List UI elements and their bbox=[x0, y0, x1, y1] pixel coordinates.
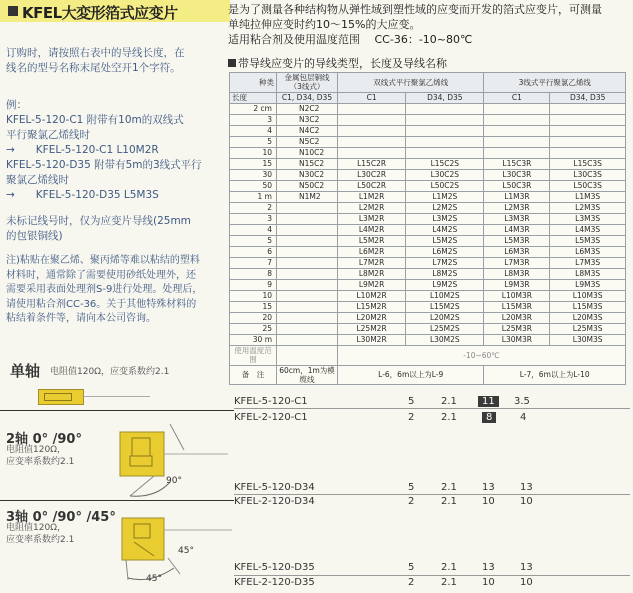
length-cell: 2 cm bbox=[230, 103, 277, 114]
product-value: 2.1 bbox=[441, 577, 457, 588]
angle-label: 45° bbox=[178, 546, 194, 556]
table-row bbox=[230, 158, 626, 169]
wire-name-cell: L1M2S bbox=[406, 191, 484, 202]
caution-line: 请使用粘合剂CC-36。关于其他特殊材料的 bbox=[6, 298, 197, 310]
product-row bbox=[234, 577, 630, 589]
wire-name-cell bbox=[277, 202, 338, 213]
head-c1: C1 bbox=[338, 92, 406, 103]
table-row bbox=[230, 147, 626, 158]
wire-name-cell: N10C2 bbox=[277, 147, 338, 158]
wire-name-cell: L15M2S bbox=[406, 301, 484, 312]
intro-line: 是为了测量各种结构物从弹性域到塑性域的应变而开发的箔式应变片，可测量 bbox=[228, 3, 602, 16]
wire-name-cell: L9M3R bbox=[484, 279, 550, 290]
example-line: KFEL-5-120-D35 附带有5m的3线式平行 bbox=[6, 159, 202, 171]
wire-name-cell: N2C2 bbox=[277, 103, 338, 114]
caution-line: 需要采用表面处理剂S-9进行处理。处理后， bbox=[6, 284, 203, 295]
angle-label: 45° bbox=[146, 574, 162, 584]
separator bbox=[234, 494, 630, 495]
length-cell: 9 bbox=[230, 279, 277, 290]
length-cell: 5 bbox=[230, 136, 277, 147]
wire-name-cell: L25M3R bbox=[484, 323, 550, 334]
length-cell: 20 bbox=[230, 312, 277, 323]
table-row bbox=[230, 279, 626, 290]
wire-name-cell bbox=[277, 246, 338, 257]
section-desc bbox=[6, 444, 74, 468]
wire-name-cell bbox=[338, 125, 406, 136]
examples-label: 例： bbox=[6, 99, 27, 111]
table-row bbox=[230, 257, 626, 268]
table-row bbox=[230, 235, 626, 246]
length-cell: 25 bbox=[230, 323, 277, 334]
length-cell: 30 bbox=[230, 169, 277, 180]
head-group3: 3线式平行聚氯乙烯线 bbox=[484, 73, 626, 93]
wire-name-cell: L3M3R bbox=[484, 213, 550, 224]
wire-name-cell: L25M2R bbox=[338, 323, 406, 334]
wire-name-cell: L7M2R bbox=[338, 257, 406, 268]
wire-name-cell: N30C2 bbox=[277, 169, 338, 180]
remark-col1: 60cm，1m为模缆线 bbox=[277, 365, 338, 385]
table-row bbox=[230, 268, 626, 279]
wire-name-cell bbox=[277, 290, 338, 301]
wire-name-cell: L15C2R bbox=[338, 158, 406, 169]
wire-name-cell bbox=[277, 268, 338, 279]
temp-label: 使用温度范围 bbox=[230, 345, 277, 365]
wire-name-cell bbox=[406, 114, 484, 125]
wire-name-cell: L3M2R bbox=[338, 213, 406, 224]
angle-arc bbox=[130, 482, 170, 496]
head-col1-sub: C1, D34, D35 bbox=[277, 92, 338, 103]
length-cell: 30 m bbox=[230, 334, 277, 345]
wire-name-cell: L20M2R bbox=[338, 312, 406, 323]
wire-name-cell bbox=[550, 103, 626, 114]
separator bbox=[0, 410, 234, 411]
product-value: 4 bbox=[520, 412, 527, 423]
remark-label: 备 注 bbox=[230, 365, 277, 385]
wire-name-cell: L3M2S bbox=[406, 213, 484, 224]
wire-name-cell: N5C2 bbox=[277, 136, 338, 147]
length-cell: 4 bbox=[230, 224, 277, 235]
wire-name-cell bbox=[277, 334, 338, 345]
angle-line bbox=[168, 558, 180, 574]
wire-name-cell bbox=[338, 136, 406, 147]
wire-name-cell: L1M3R bbox=[484, 191, 550, 202]
separator bbox=[234, 575, 630, 576]
wire-name-cell bbox=[406, 125, 484, 136]
wire-name-cell: L4M3S bbox=[550, 224, 626, 235]
example-line: 聚氯乙烯线时 bbox=[6, 174, 69, 186]
note-line: 的包银铜线) bbox=[6, 230, 63, 242]
wire-name-cell: L7M3S bbox=[550, 257, 626, 268]
table-row bbox=[230, 114, 626, 125]
wire-name-cell: L50C3R bbox=[484, 180, 550, 191]
example-line: KFEL-5-120-C1 附带有10m的双线式 bbox=[6, 114, 184, 126]
wire-name-cell bbox=[550, 114, 626, 125]
length-cell: 6 bbox=[230, 246, 277, 257]
wire-subheading bbox=[228, 55, 447, 71]
length-cell: 4 bbox=[230, 125, 277, 136]
wire-name-cell bbox=[277, 257, 338, 268]
wire-name-cell bbox=[277, 312, 338, 323]
table-row bbox=[230, 290, 626, 301]
wire-name-cell: L15M2R bbox=[338, 301, 406, 312]
length-cell: 10 bbox=[230, 290, 277, 301]
wire-name-cell: L30C2R bbox=[338, 169, 406, 180]
head-d: D34, D35 bbox=[550, 92, 626, 103]
wire-name-cell: L20M3S bbox=[550, 312, 626, 323]
gauge-body bbox=[120, 432, 164, 476]
wire-name-cell bbox=[277, 301, 338, 312]
head-col1: 金属包层铜线（3线式） bbox=[277, 73, 338, 93]
head-d: D34, D35 bbox=[406, 92, 484, 103]
wire-name-cell: L50C2R bbox=[338, 180, 406, 191]
subheading-text: 带导线应变片的导线类型，长度及导线名称 bbox=[238, 57, 447, 70]
wire-name-cell: L8M3S bbox=[550, 268, 626, 279]
wire-name-cell: L10M2R bbox=[338, 290, 406, 301]
length-cell: 2 bbox=[230, 202, 277, 213]
head-c1: C1 bbox=[484, 92, 550, 103]
length-cell: 1 m bbox=[230, 191, 277, 202]
product-name: KFEL-5-120-D34 bbox=[234, 482, 315, 493]
wire-name-cell: L5M3R bbox=[484, 235, 550, 246]
wire-name-cell: L10M3S bbox=[550, 290, 626, 301]
product-value: 5 bbox=[408, 396, 415, 407]
product-name: KFEL-2-120-D35 bbox=[234, 577, 315, 588]
wire-name-cell: L15C2S bbox=[406, 158, 484, 169]
wire-name-cell bbox=[277, 323, 338, 334]
wire-name-cell: L2M2S bbox=[406, 202, 484, 213]
section-desc bbox=[6, 522, 74, 546]
wire-name-cell bbox=[484, 147, 550, 158]
wire-name-cell: L30C3R bbox=[484, 169, 550, 180]
product-value: 2 bbox=[408, 412, 415, 423]
note-line: 线名的型号名称末尾处空开1个字符。 bbox=[6, 62, 181, 74]
product-value: 10 bbox=[482, 577, 495, 588]
table-row bbox=[230, 246, 626, 257]
product-value: 2.1 bbox=[441, 396, 457, 407]
table-row bbox=[230, 312, 626, 323]
length-cell: 15 bbox=[230, 158, 277, 169]
product-value: 2.1 bbox=[441, 496, 457, 507]
wire-name-cell: L10M2S bbox=[406, 290, 484, 301]
wire-name-cell: L30M2S bbox=[406, 334, 484, 345]
intro-text bbox=[228, 2, 628, 47]
lead-wire bbox=[82, 396, 150, 397]
length-cell: 10 bbox=[230, 147, 277, 158]
desc-line: 电阻值120Ω， bbox=[6, 445, 67, 455]
wire-name-cell: L30M3R bbox=[484, 334, 550, 345]
wire-name-cell: L9M2R bbox=[338, 279, 406, 290]
length-cell: 8 bbox=[230, 268, 277, 279]
caution-line: 注)粘贴在聚乙烯、聚丙烯等难以粘结的塑料 bbox=[6, 255, 200, 266]
table-row bbox=[230, 224, 626, 235]
product-value: 13 bbox=[520, 482, 533, 493]
product-row bbox=[234, 562, 630, 574]
head-group2: 双线式平行聚氯乙烯线 bbox=[338, 73, 484, 93]
product-value: 8 bbox=[482, 412, 496, 423]
example-line: → KFEL-5-120-C1 L10M2R bbox=[6, 144, 159, 156]
product-value: 3.5 bbox=[514, 396, 530, 407]
wire-name-cell: L7M2S bbox=[406, 257, 484, 268]
wire-name-cell: L2M2R bbox=[338, 202, 406, 213]
wire-name-cell bbox=[338, 103, 406, 114]
wire-name-cell bbox=[550, 136, 626, 147]
product-value: 2.1 bbox=[441, 412, 457, 423]
wire-name-cell: L8M3R bbox=[484, 268, 550, 279]
three-axis-gauge-image bbox=[110, 508, 234, 590]
table-row bbox=[230, 169, 626, 180]
wire-name-cell bbox=[277, 279, 338, 290]
separator bbox=[234, 408, 630, 409]
wire-name-cell: L2M3R bbox=[484, 202, 550, 213]
note-line: 未标记线号时，仅为应变片导线(25mm bbox=[6, 215, 191, 227]
wire-name-cell: L6M2R bbox=[338, 246, 406, 257]
section-heading: 2轴 0° /90° bbox=[6, 432, 82, 447]
table-row bbox=[230, 180, 626, 191]
wire-name-cell: N15C2 bbox=[277, 158, 338, 169]
wire-name-cell: L15C3R bbox=[484, 158, 550, 169]
example-line: 平行聚氯乙烯线时 bbox=[6, 129, 90, 141]
wire-name-cell: L25M3S bbox=[550, 323, 626, 334]
wire-name-cell: N4C2 bbox=[277, 125, 338, 136]
length-cell: 5 bbox=[230, 235, 277, 246]
product-value: 2 bbox=[408, 577, 415, 588]
wire-name-cell: L50C3S bbox=[550, 180, 626, 191]
product-value: 13 bbox=[482, 482, 495, 493]
square-bullet-icon bbox=[8, 6, 18, 16]
wire-name-cell: L2M3S bbox=[550, 202, 626, 213]
wire-name-cell bbox=[484, 103, 550, 114]
intro-line: 适用粘合剂及使用温度范围 CC-36：-10~80℃ bbox=[228, 33, 473, 46]
length-cell: 7 bbox=[230, 257, 277, 268]
product-value: 5 bbox=[408, 562, 415, 573]
desc-line: 应变率系数约2.1 bbox=[6, 457, 75, 467]
wire-name-cell: L15M3S bbox=[550, 301, 626, 312]
table-row bbox=[230, 191, 626, 202]
angle-label: 90° bbox=[166, 476, 182, 486]
desc-line: 电阻值120Ω， bbox=[6, 523, 67, 533]
wire-name-cell: L9M2S bbox=[406, 279, 484, 290]
wire-name-cell: L9M3S bbox=[550, 279, 626, 290]
wire-name-cell: L4M2R bbox=[338, 224, 406, 235]
product-row bbox=[234, 496, 630, 508]
wire-name-cell: L8M2R bbox=[338, 268, 406, 279]
wire-name-cell: L1M2R bbox=[338, 191, 406, 202]
section-heading: 3轴 0° /90° /45° bbox=[6, 510, 116, 525]
wire-name-cell bbox=[277, 213, 338, 224]
remark-col2: L-6，6m以上为L-9 bbox=[338, 365, 484, 385]
wire-table bbox=[229, 72, 626, 385]
wire-name-cell: L15M3R bbox=[484, 301, 550, 312]
wire-name-cell bbox=[406, 147, 484, 158]
length-cell: 3 bbox=[230, 114, 277, 125]
wire-name-cell bbox=[484, 114, 550, 125]
table-row bbox=[230, 323, 626, 334]
wire-name-cell bbox=[484, 125, 550, 136]
caution-line: 粘结着条件等，请向本公司咨询。 bbox=[6, 313, 156, 324]
wire-name-cell: L6M3R bbox=[484, 246, 550, 257]
remark-col3: L-7，6m以上为L-10 bbox=[484, 365, 626, 385]
wire-name-cell bbox=[338, 114, 406, 125]
table-row bbox=[230, 136, 626, 147]
wire-name-cell bbox=[277, 224, 338, 235]
table-row bbox=[230, 202, 626, 213]
wire-name-cell: N3C2 bbox=[277, 114, 338, 125]
intro-line: 单纯拉伸应变时约10～15%的大应变。 bbox=[228, 18, 421, 31]
wire-name-cell: L6M2S bbox=[406, 246, 484, 257]
wire-name-cell: L20M2S bbox=[406, 312, 484, 323]
product-row bbox=[234, 396, 630, 408]
wire-name-cell: L8M2S bbox=[406, 268, 484, 279]
table-row bbox=[230, 213, 626, 224]
length-cell: 50 bbox=[230, 180, 277, 191]
table-row bbox=[230, 125, 626, 136]
product-name: KFEL-5-120-C1 bbox=[234, 396, 308, 407]
wire-name-cell: L6M3S bbox=[550, 246, 626, 257]
section-desc: 电阻值120Ω，应变系数约2.1 bbox=[50, 367, 170, 377]
product-row bbox=[234, 482, 630, 494]
wire-name-cell: L5M2S bbox=[406, 235, 484, 246]
wire-name-cell: L25M2S bbox=[406, 323, 484, 334]
product-value: 2.1 bbox=[441, 562, 457, 573]
wire-name-cell: L4M2S bbox=[406, 224, 484, 235]
wire-name-cell: N1M2 bbox=[277, 191, 338, 202]
wire-name-cell: L7M3R bbox=[484, 257, 550, 268]
head-kind: 种类 bbox=[230, 73, 277, 93]
table-row bbox=[230, 103, 626, 114]
product-value: 11 bbox=[478, 396, 499, 407]
head-length: 长度 bbox=[230, 92, 277, 103]
wire-name-cell: L5M2R bbox=[338, 235, 406, 246]
wire-name-cell: L4M3R bbox=[484, 224, 550, 235]
temp-value: -10~60℃ bbox=[338, 345, 626, 365]
desc-line: 应变率系数约2.1 bbox=[6, 535, 75, 545]
product-value: 5 bbox=[408, 482, 415, 493]
example-line: → KFEL-5-120-D35 L5M3S bbox=[6, 189, 159, 201]
examples-block bbox=[6, 98, 226, 203]
wire-name-cell: L30M2R bbox=[338, 334, 406, 345]
wire-name-cell bbox=[406, 103, 484, 114]
product-name: KFEL-5-120-D35 bbox=[234, 562, 315, 573]
angle-line bbox=[130, 476, 154, 496]
wire-name-cell: L5M3S bbox=[550, 235, 626, 246]
wire-name-cell bbox=[550, 147, 626, 158]
length-cell: 15 bbox=[230, 301, 277, 312]
ordering-note bbox=[6, 46, 221, 76]
product-value: 13 bbox=[520, 562, 533, 573]
page-title: KFEL大変形箔式应变片 bbox=[22, 4, 178, 22]
single-axis-gauge-image bbox=[38, 389, 84, 405]
product-row bbox=[234, 412, 630, 424]
table-row bbox=[230, 334, 626, 345]
wire-name-cell: L30C2S bbox=[406, 169, 484, 180]
separator bbox=[0, 500, 234, 501]
wire-name-cell: L30M3S bbox=[550, 334, 626, 345]
wire-name-cell: N50C2 bbox=[277, 180, 338, 191]
section-heading: 单轴 bbox=[10, 362, 41, 380]
product-value: 10 bbox=[520, 496, 533, 507]
two-axis-gauge-image bbox=[110, 418, 230, 500]
angle-line bbox=[170, 424, 184, 450]
product-value: 13 bbox=[482, 562, 495, 573]
table-row bbox=[230, 301, 626, 312]
wire-name-cell: L15C3S bbox=[550, 158, 626, 169]
product-name: KFEL-2-120-C1 bbox=[234, 412, 308, 423]
product-value: 10 bbox=[520, 577, 533, 588]
product-value: 2 bbox=[408, 496, 415, 507]
title-bar bbox=[0, 0, 230, 22]
wire-name-cell bbox=[277, 235, 338, 246]
unmarked-note bbox=[6, 214, 221, 244]
wire-name-cell bbox=[338, 147, 406, 158]
note-line: 订购时，请按照右表中的导线长度，在 bbox=[6, 47, 185, 59]
square-bullet-icon bbox=[228, 59, 236, 67]
wire-name-cell bbox=[406, 136, 484, 147]
length-cell: 3 bbox=[230, 213, 277, 224]
product-name: KFEL-2-120-D34 bbox=[234, 496, 315, 507]
product-value: 2.1 bbox=[441, 482, 457, 493]
wire-name-cell: L30C3S bbox=[550, 169, 626, 180]
caution-note bbox=[6, 254, 224, 327]
angle-line bbox=[126, 560, 128, 580]
wire-name-cell: L20M3R bbox=[484, 312, 550, 323]
wire-name-cell bbox=[484, 136, 550, 147]
wire-name-cell: L3M3S bbox=[550, 213, 626, 224]
wire-name-cell: L50C2S bbox=[406, 180, 484, 191]
grid-pattern bbox=[44, 393, 72, 401]
wire-name-cell bbox=[550, 125, 626, 136]
product-value: 10 bbox=[482, 496, 495, 507]
wire-name-cell: L10M3R bbox=[484, 290, 550, 301]
caution-line: 材料时，通常除了需要使用砂纸处理外，还 bbox=[6, 269, 196, 281]
wire-name-cell: L1M3S bbox=[550, 191, 626, 202]
